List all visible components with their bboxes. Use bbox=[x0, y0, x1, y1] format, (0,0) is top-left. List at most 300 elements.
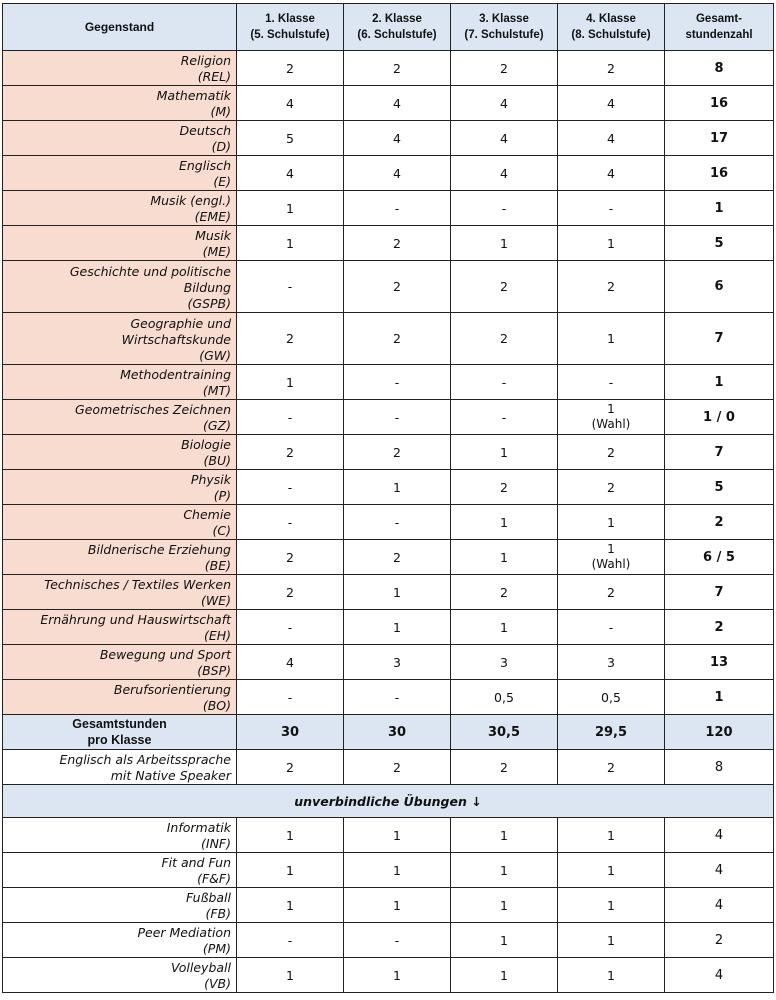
hours-value: 1 bbox=[500, 514, 508, 530]
subject-line: Englisch bbox=[178, 158, 231, 173]
subject-line: (P) bbox=[213, 488, 231, 503]
table-row bbox=[3, 435, 774, 470]
hours-cell-class-3 bbox=[451, 750, 558, 785]
optional-section-label: unverbindliche Übungen ↓ bbox=[3, 785, 774, 818]
subject-line: (F&F) bbox=[197, 871, 231, 886]
hours-cell-class-4 bbox=[558, 313, 665, 365]
hours-cell-class-3 bbox=[451, 121, 558, 156]
total-cell: 8 bbox=[665, 750, 774, 785]
subject-line: (GZ) bbox=[202, 418, 231, 433]
subject-line: Fußball bbox=[185, 890, 231, 905]
hours-cell-class-1 bbox=[237, 610, 344, 645]
hours-cell-class-2 bbox=[344, 888, 451, 923]
hours-value: 1 bbox=[286, 897, 294, 913]
hours-value: 1 bbox=[500, 619, 508, 635]
header-class-3: 3. Klasse (7. Schulstufe) bbox=[451, 4, 558, 51]
header-class-4: 4. Klasse (8. Schulstufe) bbox=[558, 4, 665, 51]
header-total: Gesamt- stundenzahl bbox=[665, 4, 774, 51]
table-row bbox=[3, 156, 774, 191]
hours-cell-class-4 bbox=[558, 435, 665, 470]
hours-cell-class-2 bbox=[344, 818, 451, 853]
total-cell: 6 bbox=[665, 261, 774, 313]
hours-value: 4 bbox=[286, 95, 294, 111]
table-row bbox=[3, 191, 774, 226]
sum-row bbox=[3, 715, 774, 750]
subject-line: Bewegung und Sport bbox=[99, 647, 231, 662]
hours-value: 1 bbox=[500, 444, 508, 460]
table-row bbox=[3, 923, 774, 958]
table-row bbox=[3, 505, 774, 540]
hours-cell-class-3 bbox=[451, 51, 558, 86]
total-cell: 2 bbox=[665, 505, 774, 540]
subject-label bbox=[3, 750, 237, 785]
hours-value: 2 bbox=[286, 60, 294, 76]
hours-cell-class-4 bbox=[558, 540, 665, 575]
hours-cell-class-4 bbox=[558, 400, 665, 435]
subject-line: (BSP) bbox=[197, 663, 231, 678]
hours-cell-class-2 bbox=[344, 156, 451, 191]
subject-label bbox=[3, 958, 237, 993]
hours-value: 1 bbox=[607, 331, 615, 346]
subject-line: Geometrisches Zeichnen bbox=[75, 402, 231, 417]
subject-line: (EME) bbox=[194, 209, 231, 224]
sum-cell-class-2: 30 bbox=[344, 715, 451, 750]
subject-label bbox=[3, 888, 237, 923]
total-cell: 4 bbox=[665, 853, 774, 888]
hours-value: - bbox=[394, 200, 400, 216]
hours-value: 3 bbox=[607, 654, 615, 670]
subject-line: (E) bbox=[213, 174, 231, 189]
hours-cell-class-4 bbox=[558, 610, 665, 645]
subject-line: Musik (engl.) bbox=[150, 193, 231, 208]
hours-cell-class-4 bbox=[558, 645, 665, 680]
total-cell: 5 bbox=[665, 226, 774, 261]
subject-line: Ernährung und Hauswirtschaft bbox=[40, 612, 231, 627]
hours-cell-class-4 bbox=[558, 470, 665, 505]
hours-value: 2 bbox=[607, 444, 615, 460]
subject-line: (ME) bbox=[202, 244, 231, 259]
subject-label bbox=[3, 400, 237, 435]
hours-value: 2 bbox=[500, 479, 508, 495]
hours-value: 1 bbox=[500, 862, 508, 878]
subject-label bbox=[3, 575, 237, 610]
sum-cell-class-3: 30,5 bbox=[451, 715, 558, 750]
hours-cell-class-2 bbox=[344, 261, 451, 313]
sum-label-line: Gesamtstunden bbox=[72, 717, 167, 731]
hours-cell-class-3 bbox=[451, 400, 558, 435]
hours-value: 1 bbox=[607, 862, 615, 878]
subject-label bbox=[3, 121, 237, 156]
hours-value: 1 bbox=[607, 514, 615, 530]
total-cell: 6 / 5 bbox=[665, 540, 774, 575]
total-cell: 2 bbox=[665, 923, 774, 958]
hours-value: 1 bbox=[286, 967, 294, 983]
hours-value: - bbox=[608, 374, 614, 390]
sum-label-line: pro Klasse bbox=[87, 733, 152, 747]
hours-cell-class-1 bbox=[237, 365, 344, 400]
subject-label bbox=[3, 261, 237, 313]
subject-line: (BU) bbox=[203, 453, 231, 468]
subject-line: Informatik bbox=[166, 820, 231, 835]
subject-line: (EH) bbox=[203, 628, 231, 643]
subject-line: (VB) bbox=[204, 976, 231, 991]
hours-cell-class-1 bbox=[237, 888, 344, 923]
hours-value: 1 bbox=[500, 549, 508, 565]
hours-cell-class-4 bbox=[558, 958, 665, 993]
hours-cell-class-1 bbox=[237, 313, 344, 365]
total-cell: 1 / 0 bbox=[665, 400, 774, 435]
hours-value: - bbox=[287, 279, 293, 294]
hours-cell-class-3 bbox=[451, 505, 558, 540]
hours-value: 1 bbox=[500, 235, 508, 251]
subject-line: (INF) bbox=[201, 836, 231, 851]
hours-value: - bbox=[394, 514, 400, 530]
hours-cell-class-1 bbox=[237, 958, 344, 993]
hours-cell-class-3 bbox=[451, 645, 558, 680]
hours-cell-class-1 bbox=[237, 645, 344, 680]
subject-label bbox=[3, 435, 237, 470]
subject-line: (D) bbox=[211, 139, 231, 154]
hours-cell-class-2 bbox=[344, 313, 451, 365]
table-row bbox=[3, 958, 774, 993]
hours-cell-class-2 bbox=[344, 435, 451, 470]
hours-cell-class-2 bbox=[344, 505, 451, 540]
hours-cell-class-2 bbox=[344, 750, 451, 785]
subject-label bbox=[3, 156, 237, 191]
hours-value: - bbox=[608, 200, 614, 216]
hours-cell-class-3 bbox=[451, 191, 558, 226]
hours-cell-class-1 bbox=[237, 261, 344, 313]
hours-cell-class-3 bbox=[451, 365, 558, 400]
hours-cell-class-1 bbox=[237, 750, 344, 785]
hours-cell-class-2 bbox=[344, 575, 451, 610]
hours-value: 2 bbox=[607, 759, 615, 775]
table-row bbox=[3, 818, 774, 853]
subject-label bbox=[3, 226, 237, 261]
hours-value: - bbox=[287, 514, 293, 530]
hours-cell-class-4 bbox=[558, 853, 665, 888]
hours-value: 4 bbox=[393, 165, 401, 181]
table-row bbox=[3, 226, 774, 261]
subject-label bbox=[3, 191, 237, 226]
subject-line: Geographie und bbox=[130, 315, 231, 331]
hours-value: 1 bbox=[393, 827, 401, 843]
hours-cell-class-4 bbox=[558, 51, 665, 86]
hours-value: 2 bbox=[286, 759, 294, 775]
hours-value: 1 bbox=[286, 374, 294, 390]
hours-value: 1 bbox=[607, 542, 615, 556]
subject-line: (PM) bbox=[202, 941, 231, 956]
subject-line: (FB) bbox=[205, 906, 231, 921]
timetable bbox=[2, 3, 774, 993]
hours-cell-class-4 bbox=[558, 365, 665, 400]
hours-cell-class-3 bbox=[451, 470, 558, 505]
hours-cell-class-2 bbox=[344, 51, 451, 86]
hours-value: 4 bbox=[393, 95, 401, 111]
hours-value: 1 bbox=[286, 827, 294, 843]
hours-value: 2 bbox=[393, 60, 401, 76]
hours-cell-class-1 bbox=[237, 853, 344, 888]
hours-cell-class-2 bbox=[344, 540, 451, 575]
hours-cell-class-1 bbox=[237, 540, 344, 575]
header-row bbox=[3, 4, 774, 51]
total-cell: 5 bbox=[665, 470, 774, 505]
hours-cell-class-4 bbox=[558, 680, 665, 715]
hours-value: 2 bbox=[500, 331, 508, 346]
subject-line: (REL) bbox=[197, 69, 231, 84]
hours-value: - bbox=[501, 374, 507, 390]
hours-cell-class-1 bbox=[237, 505, 344, 540]
hours-cell-class-2 bbox=[344, 400, 451, 435]
header-class-2: 2. Klasse (6. Schulstufe) bbox=[344, 4, 451, 51]
subject-label bbox=[3, 610, 237, 645]
hours-cell-class-3 bbox=[451, 958, 558, 993]
total-cell: 17 bbox=[665, 121, 774, 156]
hours-value: 1 bbox=[607, 827, 615, 843]
hours-cell-class-1 bbox=[237, 575, 344, 610]
hours-value: - bbox=[287, 689, 293, 705]
subject-label bbox=[3, 853, 237, 888]
hours-value: 2 bbox=[607, 279, 615, 294]
table-row bbox=[3, 400, 774, 435]
subject-line: (M) bbox=[210, 104, 231, 119]
total-cell: 13 bbox=[665, 645, 774, 680]
table-row bbox=[3, 645, 774, 680]
hours-cell-class-4 bbox=[558, 261, 665, 313]
subject-label bbox=[3, 313, 237, 365]
subject-line: (BO) bbox=[202, 698, 231, 713]
subject-label bbox=[3, 51, 237, 86]
hours-value: - bbox=[501, 409, 507, 425]
hours-value: 2 bbox=[393, 279, 401, 294]
hours-value: - bbox=[287, 409, 293, 425]
hours-value: 1 bbox=[286, 862, 294, 878]
subject-line: mit Native Speaker bbox=[110, 768, 231, 783]
hours-cell-class-3 bbox=[451, 261, 558, 313]
hours-cell-class-3 bbox=[451, 313, 558, 365]
hours-value: 2 bbox=[286, 444, 294, 460]
subject-line: Peer Mediation bbox=[137, 925, 231, 940]
table-body bbox=[3, 51, 774, 993]
hours-value: 1 bbox=[393, 479, 401, 495]
hours-cell-class-2 bbox=[344, 923, 451, 958]
subject-line: Physik bbox=[190, 472, 231, 487]
subject-label bbox=[3, 680, 237, 715]
hours-cell-class-4 bbox=[558, 923, 665, 958]
subject-line: Deutsch bbox=[179, 123, 231, 138]
hours-cell-class-4 bbox=[558, 750, 665, 785]
hours-value: - bbox=[287, 479, 293, 495]
hours-value: 1 bbox=[286, 235, 294, 251]
hours-value: 3 bbox=[393, 654, 401, 670]
table-row bbox=[3, 121, 774, 156]
hours-value: 1 bbox=[607, 897, 615, 913]
hours-value: 2 bbox=[500, 60, 508, 76]
hours-value: 4 bbox=[607, 130, 615, 146]
hours-value: 4 bbox=[607, 95, 615, 111]
total-cell: 8 bbox=[665, 51, 774, 86]
hours-value: 4 bbox=[393, 130, 401, 146]
hours-cell-class-4 bbox=[558, 226, 665, 261]
hours-value: 2 bbox=[607, 60, 615, 76]
hours-cell-class-2 bbox=[344, 610, 451, 645]
hours-value: 1 bbox=[607, 402, 615, 416]
hours-cell-class-2 bbox=[344, 470, 451, 505]
english-native-row bbox=[3, 750, 774, 785]
hours-cell-class-2 bbox=[344, 191, 451, 226]
hours-value: 1 bbox=[393, 897, 401, 913]
total-cell: 4 bbox=[665, 958, 774, 993]
hours-cell-class-1 bbox=[237, 818, 344, 853]
total-cell: 1 bbox=[665, 191, 774, 226]
total-cell: 1 bbox=[665, 680, 774, 715]
hours-value: 1 bbox=[393, 619, 401, 635]
subject-line: Religion bbox=[180, 53, 231, 68]
hours-value: 3 bbox=[500, 654, 508, 670]
hours-value: 2 bbox=[286, 331, 294, 346]
hours-value: 1 bbox=[607, 967, 615, 983]
subject-line: (BE) bbox=[204, 558, 231, 573]
table-row bbox=[3, 313, 774, 365]
hours-value: 2 bbox=[393, 444, 401, 460]
hours-cell-class-4 bbox=[558, 191, 665, 226]
hours-cell-class-2 bbox=[344, 853, 451, 888]
hours-value: 1 bbox=[286, 200, 294, 216]
hours-cell-class-1 bbox=[237, 923, 344, 958]
hours-cell-class-3 bbox=[451, 818, 558, 853]
subject-line: Technisches / Textiles Werken bbox=[44, 577, 231, 592]
hours-cell-class-3 bbox=[451, 575, 558, 610]
hours-cell-class-2 bbox=[344, 680, 451, 715]
hours-cell-class-3 bbox=[451, 853, 558, 888]
sum-cell-class-1: 30 bbox=[237, 715, 344, 750]
hours-value: - bbox=[501, 200, 507, 216]
hours-value: 2 bbox=[500, 759, 508, 775]
subject-line: Mathematik bbox=[156, 88, 231, 103]
subject-label bbox=[3, 923, 237, 958]
table-row bbox=[3, 680, 774, 715]
subject-line: (MT) bbox=[202, 383, 231, 398]
table-row bbox=[3, 86, 774, 121]
hours-value: 1 bbox=[500, 827, 508, 843]
header-subject: Gegenstand bbox=[3, 4, 237, 51]
hours-cell-class-2 bbox=[344, 645, 451, 680]
table-row bbox=[3, 540, 774, 575]
hours-value: 1 bbox=[500, 967, 508, 983]
table-row bbox=[3, 261, 774, 313]
header-class-1: 1. Klasse (5. Schulstufe) bbox=[237, 4, 344, 51]
hours-cell-class-4 bbox=[558, 575, 665, 610]
hours-cell-class-1 bbox=[237, 156, 344, 191]
hours-cell-class-4 bbox=[558, 818, 665, 853]
hours-cell-class-4 bbox=[558, 505, 665, 540]
elective-note: (Wahl) bbox=[591, 417, 631, 431]
subject-label bbox=[3, 540, 237, 575]
hours-value: 1 bbox=[393, 584, 401, 600]
total-cell: 7 bbox=[665, 575, 774, 610]
hours-value: 4 bbox=[286, 165, 294, 181]
subject-line: (WE) bbox=[200, 593, 231, 608]
subject-line: Geschichte und politische bbox=[69, 263, 231, 279]
hours-value: 0,5 bbox=[601, 689, 621, 705]
hours-cell-class-3 bbox=[451, 923, 558, 958]
hours-value: 4 bbox=[500, 95, 508, 111]
subject-line: (C) bbox=[212, 523, 231, 538]
hours-cell-class-1 bbox=[237, 226, 344, 261]
total-cell: 1 bbox=[665, 365, 774, 400]
hours-cell-class-3 bbox=[451, 888, 558, 923]
table-row bbox=[3, 365, 774, 400]
subject-line: Volleyball bbox=[170, 960, 231, 975]
hours-value: 2 bbox=[286, 584, 294, 600]
hours-cell-class-2 bbox=[344, 226, 451, 261]
table-row bbox=[3, 888, 774, 923]
hours-value: 2 bbox=[393, 759, 401, 775]
total-cell: 4 bbox=[665, 888, 774, 923]
subject-line: Wirtschaftskunde bbox=[121, 331, 231, 347]
subject-line: Englisch als Arbeitssprache bbox=[59, 752, 231, 767]
hours-value: 2 bbox=[500, 279, 508, 294]
hours-cell-class-1 bbox=[237, 680, 344, 715]
hours-cell-class-1 bbox=[237, 470, 344, 505]
hours-cell-class-3 bbox=[451, 540, 558, 575]
hours-value: - bbox=[394, 374, 400, 390]
hours-cell-class-3 bbox=[451, 226, 558, 261]
hours-value: - bbox=[394, 409, 400, 425]
hours-cell-class-3 bbox=[451, 86, 558, 121]
subject-line: Fit and Fun bbox=[161, 855, 231, 870]
hours-value: 1 bbox=[393, 862, 401, 878]
subject-line: (GSPB) bbox=[187, 295, 231, 311]
hours-value: 2 bbox=[393, 235, 401, 251]
hours-value: 2 bbox=[607, 584, 615, 600]
subject-line: Chemie bbox=[183, 507, 231, 522]
subject-line: Musik bbox=[195, 228, 231, 243]
hours-value: - bbox=[608, 619, 614, 635]
subject-line: (GW) bbox=[199, 347, 231, 363]
table-row bbox=[3, 575, 774, 610]
hours-value: 1 bbox=[607, 235, 615, 251]
hours-value: 2 bbox=[393, 549, 401, 565]
table-row bbox=[3, 610, 774, 645]
hours-cell-class-1 bbox=[237, 400, 344, 435]
subject-label bbox=[3, 470, 237, 505]
table-row bbox=[3, 470, 774, 505]
hours-cell-class-4 bbox=[558, 888, 665, 923]
hours-value: - bbox=[394, 689, 400, 705]
total-cell: 16 bbox=[665, 156, 774, 191]
hours-value: 2 bbox=[500, 584, 508, 600]
subject-line: Bildung bbox=[183, 279, 231, 295]
hours-cell-class-1 bbox=[237, 121, 344, 156]
hours-cell-class-2 bbox=[344, 86, 451, 121]
sum-label bbox=[3, 715, 237, 750]
hours-value: 2 bbox=[393, 331, 401, 346]
hours-value: 4 bbox=[500, 165, 508, 181]
subject-label bbox=[3, 818, 237, 853]
subject-label bbox=[3, 645, 237, 680]
hours-cell-class-1 bbox=[237, 86, 344, 121]
subject-label bbox=[3, 86, 237, 121]
table-row bbox=[3, 51, 774, 86]
total-cell: 7 bbox=[665, 435, 774, 470]
hours-value: 4 bbox=[500, 130, 508, 146]
hours-cell-class-2 bbox=[344, 958, 451, 993]
total-cell: 2 bbox=[665, 610, 774, 645]
total-cell: 16 bbox=[665, 86, 774, 121]
hours-value: 1 bbox=[500, 932, 508, 948]
hours-value: 1 bbox=[393, 967, 401, 983]
